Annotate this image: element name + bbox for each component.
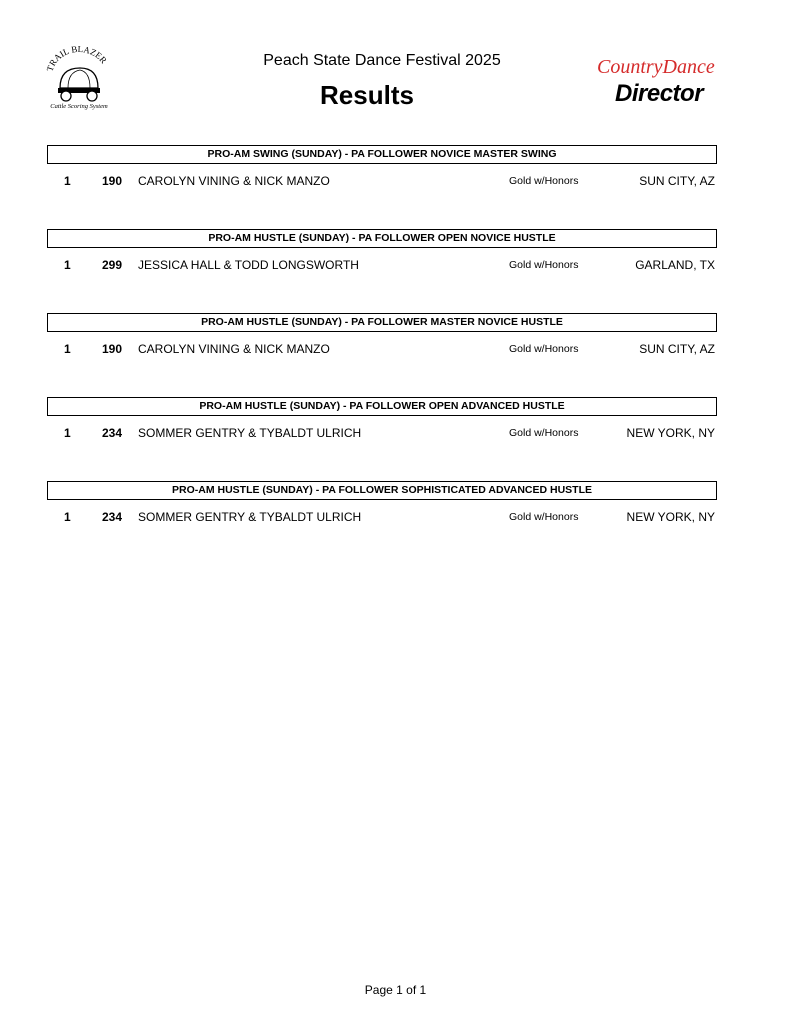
result-place: 1 <box>64 426 71 440</box>
page-title: Peach State Dance Festival 2025 <box>263 52 501 69</box>
logo-line-1: CountryDance <box>597 56 715 78</box>
event-title: PRO-AM HUSTLE (SUNDAY) - PA FOLLOWER OPEN NOVICE HUSTLE <box>47 229 717 248</box>
country-dance-director-logo <box>597 56 715 112</box>
result-award: Gold w/Honors <box>509 175 579 187</box>
logo-line-2: Director <box>615 80 704 107</box>
result-location: NEW YORK, NY <box>626 510 715 524</box>
page-subtitle: Results <box>320 80 414 110</box>
result-award: Gold w/Honors <box>509 427 579 439</box>
result-row <box>47 174 717 194</box>
result-names: SOMMER GENTRY & TYBALDT ULRICH <box>138 426 362 440</box>
result-location: SUN CITY, AZ <box>639 174 715 188</box>
result-names: SOMMER GENTRY & TYBALDT ULRICH <box>138 510 362 524</box>
result-place: 1 <box>64 342 71 356</box>
result-bib: 234 <box>102 426 123 440</box>
result-location: SUN CITY, AZ <box>639 342 715 356</box>
event-title: PRO-AM SWING (SUNDAY) - PA FOLLOWER NOVICE MASTER SWING <box>47 145 717 164</box>
event-title: PRO-AM HUSTLE (SUNDAY) - PA FOLLOWER MASTER NOVICE HUSTLE <box>47 313 717 332</box>
event-block <box>47 481 717 530</box>
result-row <box>47 510 717 530</box>
event-block <box>47 397 717 446</box>
result-bib: 190 <box>102 342 123 356</box>
svg-text:TRAIL BLAZER: TRAIL BLAZER <box>44 46 109 73</box>
result-place: 1 <box>64 174 71 188</box>
result-bib: 234 <box>102 510 123 524</box>
result-bib: 299 <box>102 258 123 272</box>
event-title: PRO-AM HUSTLE (SUNDAY) - PA FOLLOWER SOPHISTICATED ADVANCED HUSTLE <box>47 481 717 500</box>
result-names: JESSICA HALL & TODD LONGSWORTH <box>138 258 359 272</box>
result-row <box>47 258 717 278</box>
result-award: Gold w/Honors <box>509 259 579 271</box>
logo-caption: Cattle Scoring System <box>50 103 108 110</box>
event-block <box>47 145 717 194</box>
result-row <box>47 426 717 446</box>
result-place: 1 <box>64 510 71 524</box>
result-location: NEW YORK, NY <box>626 426 715 440</box>
event-block <box>47 313 717 362</box>
result-location: GARLAND, TX <box>635 258 715 272</box>
page-number: Page 1 of 1 <box>364 983 427 997</box>
result-bib: 190 <box>102 174 123 188</box>
result-award: Gold w/Honors <box>509 511 579 523</box>
event-block <box>47 229 717 278</box>
result-names: CAROLYN VINING & NICK MANZO <box>138 342 330 356</box>
result-award: Gold w/Honors <box>509 343 579 355</box>
event-title: PRO-AM HUSTLE (SUNDAY) - PA FOLLOWER OPEN ADVANCED HUSTLE <box>47 397 717 416</box>
result-row <box>47 342 717 362</box>
result-place: 1 <box>64 258 71 272</box>
result-names: CAROLYN VINING & NICK MANZO <box>138 174 330 188</box>
